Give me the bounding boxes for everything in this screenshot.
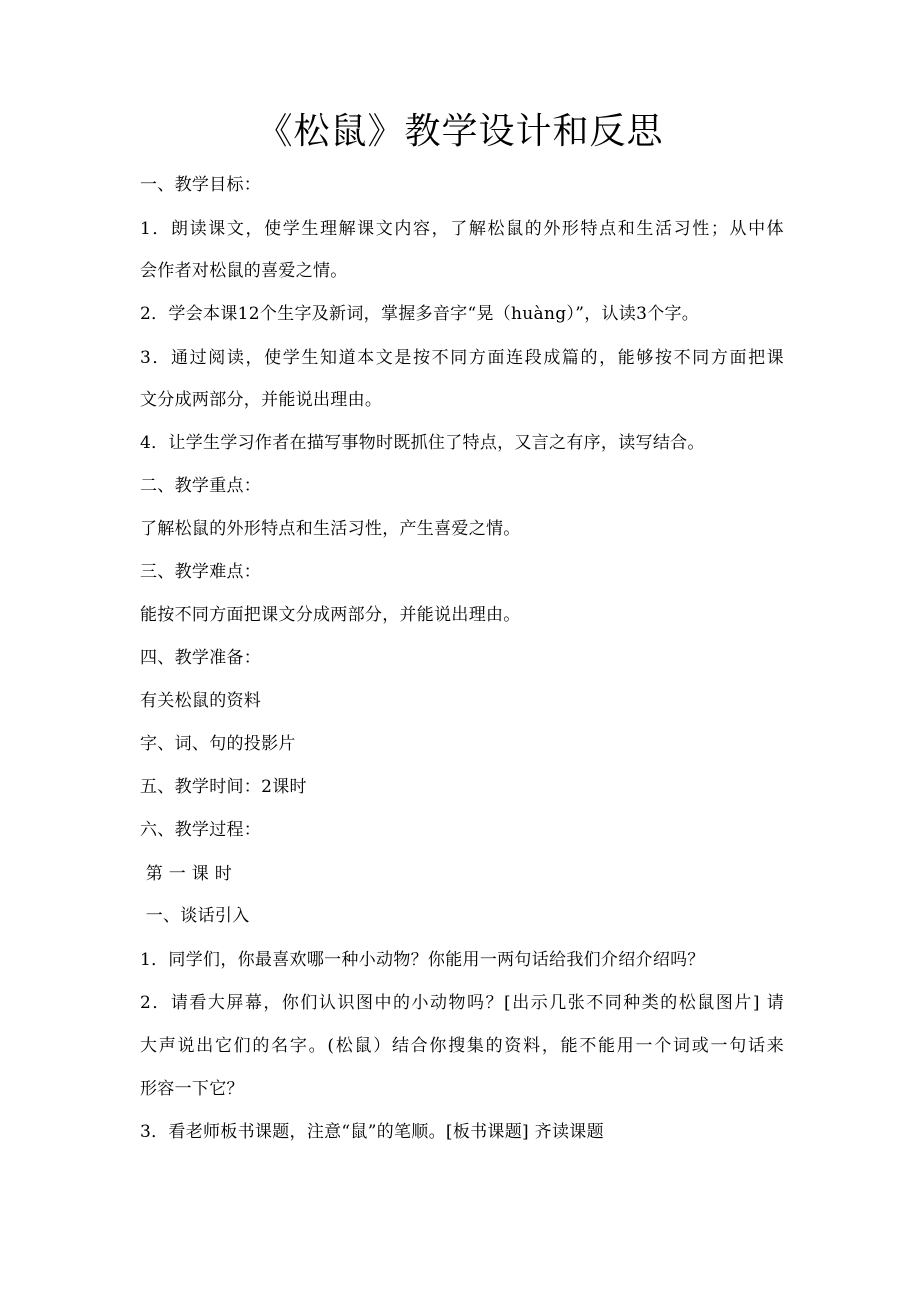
heading-preparation: 四、教学准备： bbox=[140, 648, 262, 668]
step-1: 1．同学们，你最喜欢哪一种小动物？你能用一两句话给我们介绍介绍吗？ bbox=[140, 950, 705, 970]
goal-1-line-1: 1．朗读课文，使学生理解课文内容，了解松鼠的外形特点和生活习性；从中体 bbox=[140, 219, 784, 239]
goal-3-line-1: 3．通过阅读，使学生知道本文是按不同方面连段成篇的，能够按不同方面把课 bbox=[140, 348, 784, 368]
goal-3-line-2: 文分成两部分，并能说出理由。 bbox=[140, 390, 383, 410]
goal-1-line-2: 会作者对松鼠的喜爱之情。 bbox=[140, 261, 348, 281]
difficulties-text: 能按不同方面把课文分成两部分，并能说出理由。 bbox=[140, 605, 521, 625]
goal-4: 4．让学生学习作者在描写事物时既抓住了特点，又言之有序，读写结合。 bbox=[140, 433, 705, 453]
step-2-line-1: 2．请看大屏幕，你们认识图中的小动物吗？[出示几张不同种类的松鼠图片] 请 bbox=[140, 993, 784, 1013]
key-points-text: 了解松鼠的外形特点和生活习性，产生喜爱之情。 bbox=[140, 519, 521, 539]
preparation-item-1: 有关松鼠的资料 bbox=[140, 691, 262, 711]
heading-teaching-time: 五、教学时间：2课时 bbox=[140, 777, 307, 797]
preparation-item-2: 字、词、句的投影片 bbox=[140, 734, 296, 754]
heading-difficulties: 三、教学难点： bbox=[140, 562, 262, 582]
heading-teaching-goals: 一、教学目标： bbox=[140, 175, 262, 195]
document-title: 《松鼠》教学设计和反思 bbox=[256, 111, 664, 152]
lesson-1-label: 第 一 课 时 bbox=[140, 864, 233, 884]
step-2-line-3: 形容一下它？ bbox=[140, 1079, 244, 1099]
goal-2: 2．学会本课12个生字及新词，掌握多音字“晃（huàng）”，认读3个字。 bbox=[140, 304, 700, 324]
heading-teaching-process: 六、教学过程： bbox=[140, 820, 262, 840]
step-3: 3．看老师板书课题，注意“鼠”的笔顺。[板书课题] 齐读课题 bbox=[140, 1122, 604, 1142]
heading-key-points: 二、教学重点： bbox=[140, 476, 262, 496]
section-introduction: 一、谈话引入 bbox=[140, 906, 250, 926]
step-2-line-2: 大声说出它们的名字。(松鼠）结合你搜集的资料，能不能用一个词或一句话来 bbox=[140, 1036, 784, 1056]
